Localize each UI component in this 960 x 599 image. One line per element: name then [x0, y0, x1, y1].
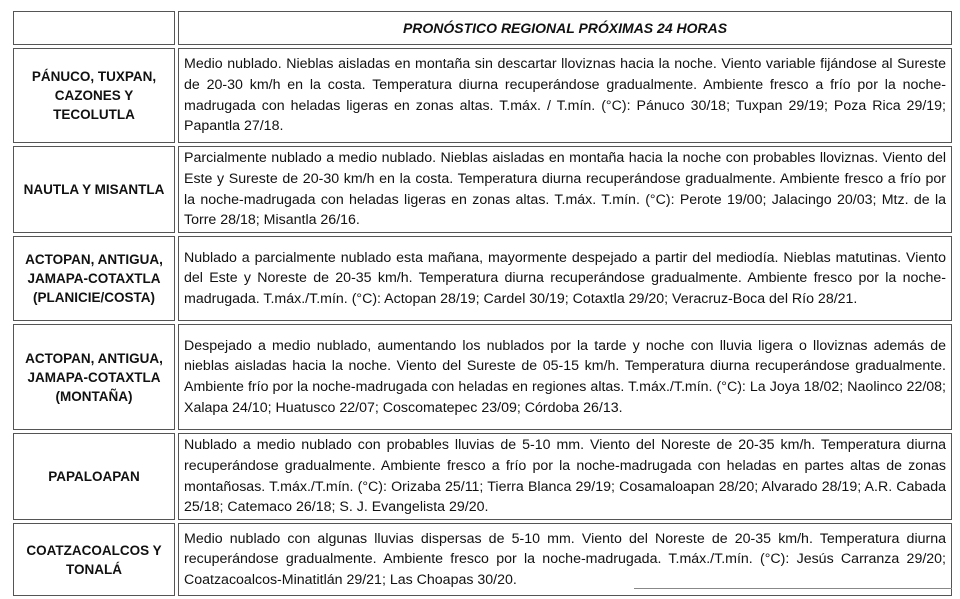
table-row [13, 324, 952, 430]
regional-forecast-table [10, 8, 955, 599]
bottom-divider [634, 588, 952, 589]
forecast-text: Nublado a medio nublado con probables lluvias de 5-10 mm. Viento del Noreste de 20-35 km/h. Temperatura diurna recuperándose gradualmente. Ambiente fresco a frío por la noche-madrugada con heladas en partes altas de zonas montañosas. T.máx./T.mín. (°C): Orizaba 25/11; Tierra Blanca 29/19; Cosamaloapan 28/20; Alvarado 28/19; A.R. Cabada 25/18; Catemaco 26/18; S. J. Evangelista 29/20. [178, 433, 952, 520]
forecast-table-container [10, 8, 952, 599]
region-name: ACTOPAN, ANTIGUA, JAMAPA-COTAXTLA (PLANICIE/COSTA) [13, 236, 175, 321]
region-name: NAUTLA Y MISANTLA [13, 146, 175, 233]
forecast-text: Nublado a parcialmente nublado esta mañana, mayormente despejado a partir del mediodía. Nieblas matutinas. Viento del Este y Noreste de 20-35 km/h. Temperatura diurna recuperándose gradualmente. Ambiente fresco por la noche-madrugada. T.máx./T.mín. (°C): Actopan 28/19; Cardel 30/19; Cotaxtla 29/20; Veracruz-Boca del Río 28/21. [178, 236, 952, 321]
forecast-text: Despejado a medio nublado, aumentando los nublados por la tarde y noche con lluvia ligera o lloviznas además de nieblas aisladas hacia la noche. Viento del Sureste de 05-15 km/h. Temperatura diurna recuperándose gradualmente. Ambiente frío por la noche-madrugada con heladas en regiones altas. T.máx./T.mín. (°C): La Joya 18/02; Naolinco 22/08; Xalapa 24/10; Huatusco 22/07; Coscomatepec 23/09; Córdoba 26/13. [178, 324, 952, 430]
forecast-text: Parcialmente nublado a medio nublado. Nieblas aisladas en montaña hacia la noche con probables lloviznas. Viento del Este y Sureste de 20-30 km/h en la costa. Temperatura diurna recuperándose gradualmente. Ambiente fresco a frío por la noche-madrugada con heladas ligeras en zonas altas. T.máx. T.mín. (°C): Perote 19/00; Jalacingo 20/03; Mtz. de la Torre 28/18; Misantla 26/16. [178, 146, 952, 233]
forecast-text: Medio nublado. Nieblas aisladas en montaña sin descartar lloviznas hacia la noche. Viento variable fijándose al Sureste de 20-30 km/h en la costa. Temperatura diurna recuperándose gradualmente. Ambiente fresco a frío por la noche-madrugada con heladas ligeras en zonas altas. T.máx. / T.mín. (°C): Pánuco 30/18; Tuxpan 29/19; Poza Rica 29/19; Papantla 27/18. [178, 48, 952, 143]
table-title: PRONÓSTICO REGIONAL PRÓXIMAS 24 HORAS [178, 11, 952, 45]
forecast-text: Medio nublado con algunas lluvias dispersas de 5-10 mm. Viento del Noreste de 20-35 km/h. Temperatura diurna recuperándose gradualmente. Ambiente fresco por la noche-madrugada. T.máx./T.mín. (°C): Jesús Carranza 29/20; Coatzacoalcos-Minatitlán 29/21; Las Choapas 30/20. [178, 523, 952, 596]
header-empty-cell [13, 11, 175, 45]
region-name: PAPALOAPAN [13, 433, 175, 520]
table-row [13, 523, 952, 596]
table-row [13, 236, 952, 321]
table-row [13, 146, 952, 233]
table-row [13, 48, 952, 143]
table-row [13, 433, 952, 520]
region-name: COATZACOALCOS Y TONALÁ [13, 523, 175, 596]
table-header-row [13, 11, 952, 45]
region-name: PÁNUCO, TUXPAN, CAZONES Y TECOLUTLA [13, 48, 175, 143]
region-name: ACTOPAN, ANTIGUA, JAMAPA-COTAXTLA (MONTAÑA) [13, 324, 175, 430]
